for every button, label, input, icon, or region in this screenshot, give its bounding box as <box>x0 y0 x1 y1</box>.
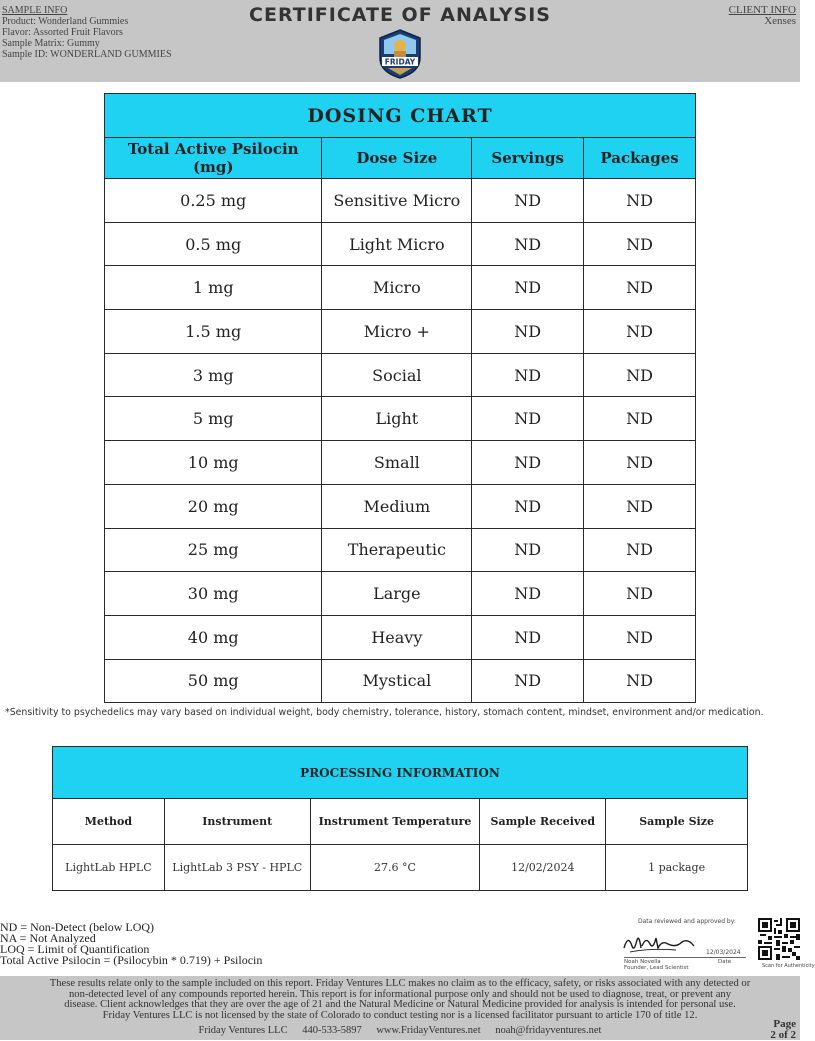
packages-value: ND <box>584 615 696 659</box>
packages-value: ND <box>584 528 696 572</box>
column-header-total-psilocin: Total Active Psilocin (mg) <box>105 138 322 179</box>
dose-amount: 50 mg <box>105 659 322 703</box>
column-header-packages: Packages <box>584 138 696 179</box>
sample-id-line: Sample ID: WONDERLAND GUMMIES <box>2 49 172 60</box>
dose-size: Micro + <box>322 310 472 354</box>
packages-value: ND <box>584 572 696 616</box>
dose-size: Social <box>322 353 472 397</box>
column-header-dose-size: Dose Size <box>322 138 472 179</box>
packages-value: ND <box>584 441 696 485</box>
flavor-line: Flavor: Assorted Fruit Flavors <box>2 27 123 38</box>
column-header-sample-received: Sample Received <box>480 799 606 845</box>
table-row <box>105 266 696 310</box>
packages-value: ND <box>584 310 696 354</box>
packages-value: ND <box>584 659 696 703</box>
phone-number[interactable]: 440-533-5897 <box>302 1025 362 1036</box>
table-row <box>105 484 696 528</box>
packages-value: ND <box>584 179 696 223</box>
sample-received-value: 12/02/2024 <box>480 845 606 891</box>
signer-name: Noah Novella <box>624 959 661 965</box>
dosing-chart-table <box>104 93 696 703</box>
dose-amount: 10 mg <box>105 441 322 485</box>
servings-value: ND <box>472 528 584 572</box>
dose-amount: 0.25 mg <box>105 179 322 223</box>
packages-value: ND <box>584 353 696 397</box>
legend-item: NA = Not Analyzed <box>0 931 96 945</box>
table-row <box>53 845 748 891</box>
matrix-line: Sample Matrix: Gummy <box>2 38 100 49</box>
dose-amount: 5 mg <box>105 397 322 441</box>
signature-image <box>620 926 700 958</box>
date-label: Date <box>718 959 732 965</box>
table-row <box>105 397 696 441</box>
dose-amount: 20 mg <box>105 484 322 528</box>
client-info-block <box>729 5 796 27</box>
page-of: 2 of 2 <box>770 1029 796 1041</box>
processing-info-title: PROCESSING INFORMATION <box>53 747 748 799</box>
signature-line <box>624 957 746 958</box>
temperature-value: 27.6 °C <box>310 845 480 891</box>
servings-value: ND <box>472 397 584 441</box>
disclaimer-line: disease. Client acknowledges that they are over the age of 21 and the Natural Medicine or Natural Medicine provided for analysis is intended for personal use. <box>64 999 736 1010</box>
signer-info <box>624 959 689 971</box>
legend-item: Total Active Psilocin = (Psilocybin * 0.719) + Psilocin <box>0 953 263 967</box>
packages-value: ND <box>584 266 696 310</box>
table-row <box>105 615 696 659</box>
qr-code-icon[interactable] <box>758 918 800 960</box>
product-line: Product: Wonderland Gummies <box>2 16 129 27</box>
contact-line <box>0 1025 800 1036</box>
table-row <box>105 222 696 266</box>
servings-value: ND <box>472 179 584 223</box>
column-header-instrument-temperature: Instrument Temperature <box>310 799 480 845</box>
servings-value: ND <box>472 441 584 485</box>
legend-item: ND = Non-Detect (below LOQ) <box>0 920 155 934</box>
dose-size: Small <box>322 441 472 485</box>
method-value: LightLab HPLC <box>53 845 165 891</box>
table-row <box>105 353 696 397</box>
servings-value: ND <box>472 572 584 616</box>
dose-amount: 3 mg <box>105 353 322 397</box>
page-label: Page <box>773 1018 796 1030</box>
dose-size: Light Micro <box>322 222 472 266</box>
packages-value: ND <box>584 397 696 441</box>
signer-role: Founder, Lead Scientist <box>624 965 689 971</box>
instrument-value: LightLab 3 PSY - HPLC <box>164 845 310 891</box>
approval-label: Data reviewed and approved by: <box>638 918 736 925</box>
abbreviation-legend <box>0 922 262 966</box>
logo-text: FRIDAY <box>384 57 416 67</box>
dose-size: Heavy <box>322 615 472 659</box>
packages-value: ND <box>584 484 696 528</box>
packages-value: ND <box>584 222 696 266</box>
processing-info-table <box>52 746 748 891</box>
dose-size: Medium <box>322 484 472 528</box>
dose-size: Mystical <box>322 659 472 703</box>
table-row <box>105 528 696 572</box>
website-link[interactable]: www.FridayVentures.net <box>376 1025 481 1036</box>
servings-value: ND <box>472 659 584 703</box>
dose-amount: 0.5 mg <box>105 222 322 266</box>
table-row <box>105 310 696 354</box>
approval-date: 12/03/2024 <box>706 949 741 956</box>
dose-amount: 25 mg <box>105 528 322 572</box>
dose-size: Light <box>322 397 472 441</box>
client-info-heading: CLIENT INFO <box>728 4 796 16</box>
dose-amount: 30 mg <box>105 572 322 616</box>
table-row <box>105 572 696 616</box>
column-header-sample-size: Sample Size <box>606 799 748 845</box>
dose-amount: 40 mg <box>105 615 322 659</box>
report-header <box>0 0 800 82</box>
qr-label: Scan for Authenticity <box>762 963 815 969</box>
dose-amount: 1.5 mg <box>105 310 322 354</box>
dosing-chart-title: DOSING CHART <box>105 94 696 138</box>
table-row <box>105 441 696 485</box>
legend-item: LOQ = Limit of Quantification <box>0 942 150 956</box>
company-name: Friday Ventures LLC <box>198 1025 288 1036</box>
disclaimer-line: non-detected level of any compounds reported herein. This report is for informational purpose only and should not be used to diagnose, treat, or prevent any <box>68 988 732 1000</box>
dose-size: Therapeutic <box>322 528 472 572</box>
sample-info-heading: SAMPLE INFO <box>2 5 68 16</box>
servings-value: ND <box>472 222 584 266</box>
dose-size: Large <box>322 572 472 616</box>
disclaimer <box>0 979 800 1021</box>
servings-value: ND <box>472 266 584 310</box>
column-header-servings: Servings <box>472 138 584 179</box>
client-name: Xenses <box>764 15 796 27</box>
document-title: CERTIFICATE OF ANALYSIS <box>249 4 551 26</box>
disclaimer-line: These results relate only to the sample included on this report. Friday Ventures LLC makes no claim as to the efficacy, safety, or risks associated with any detected or <box>49 978 751 989</box>
sensitivity-note: *Sensitivity to psychedelics may vary based on individual weight, body chemistry, tolerance, history, stomach content, mindset, environment and/or medication. <box>5 707 764 718</box>
friday-logo <box>376 28 424 80</box>
servings-value: ND <box>472 615 584 659</box>
servings-value: ND <box>472 353 584 397</box>
sample-size-value: 1 package <box>606 845 748 891</box>
servings-value: ND <box>472 484 584 528</box>
report-footer <box>0 976 800 1040</box>
page-number <box>770 1019 796 1041</box>
dose-amount: 1 mg <box>105 266 322 310</box>
servings-value: ND <box>472 310 584 354</box>
table-row <box>105 179 696 223</box>
column-header-instrument: Instrument <box>164 799 310 845</box>
table-row <box>105 659 696 703</box>
disclaimer-line: Friday Ventures LLC is not licensed by the state of Colorado to conduct testing nor is a licensed facilitator pursuant to article 170 of title 12. <box>102 1009 698 1021</box>
dose-size: Micro <box>322 266 472 310</box>
email-link[interactable]: noah@fridayventures.net <box>495 1025 602 1036</box>
dose-size: Sensitive Micro <box>322 179 472 223</box>
column-header-method: Method <box>53 799 165 845</box>
